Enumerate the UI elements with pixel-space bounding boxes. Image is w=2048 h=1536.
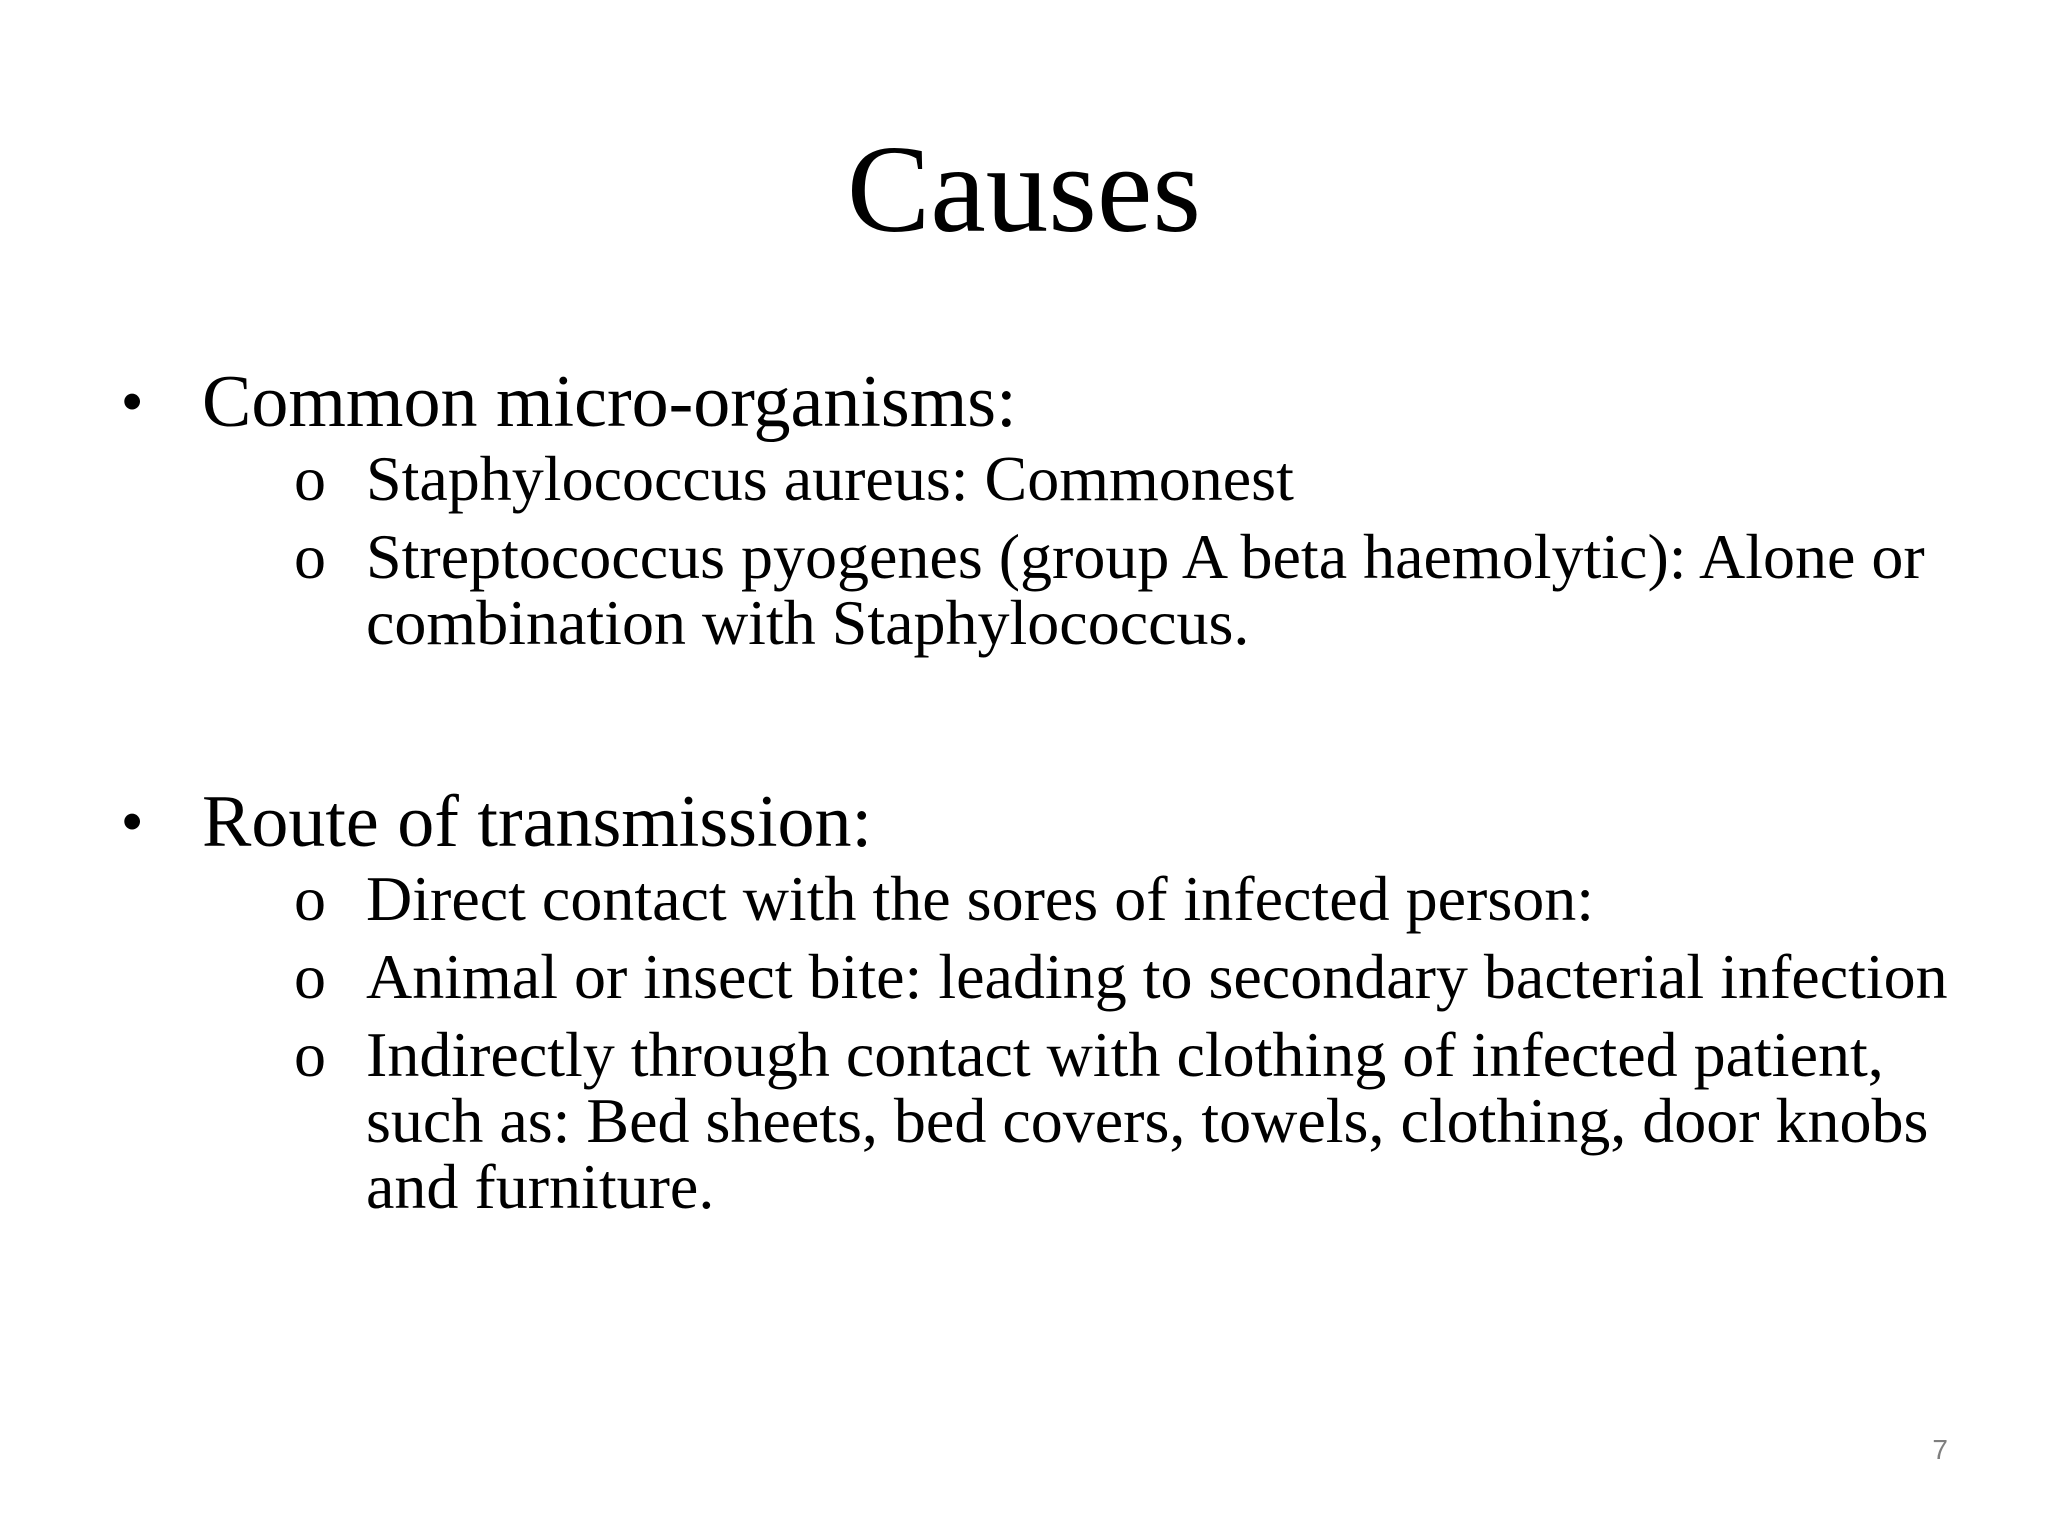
sub-item-text: Animal or insect bite: leading to secondary bacterial infection [366, 941, 1948, 1012]
section-micro-organisms [122, 360, 1972, 656]
sub-item-text: Indirectly through contact with clothing of infected patient, such as: Bed sheets, bed covers, towels, clothing, door knobs and furniture. [366, 1019, 1929, 1222]
bullet-heading: Route of transmission: [202, 781, 873, 863]
section-route-of-transmission [122, 780, 1972, 1220]
bullet-item [122, 780, 1972, 864]
sub-bullet-icon: o [294, 863, 326, 934]
sub-bullet-icon: o [294, 443, 326, 514]
sub-list [122, 443, 1972, 658]
sub-list-item [294, 941, 1972, 1012]
sub-list-item [294, 521, 1972, 658]
slide-title: Causes [846, 121, 1202, 259]
sub-item-text: Staphylococcus aureus: Commonest [366, 443, 1294, 514]
bullet-dot-icon: • [122, 789, 143, 854]
sub-item-text: Streptococcus pyogenes (group A beta haemolytic): Alone or combination with Staphylococcus. [366, 521, 1925, 658]
bullet-item [122, 360, 1972, 444]
page-number: 7 [1932, 1434, 1948, 1465]
sub-list-item [294, 443, 1972, 514]
bullet-heading: Common micro-organisms: [202, 361, 1017, 443]
sub-list-item [294, 1019, 1972, 1222]
sub-bullet-icon: o [294, 1019, 326, 1090]
sub-list [122, 863, 1972, 1222]
sub-list-item [294, 863, 1972, 934]
sub-bullet-icon: o [294, 941, 326, 1012]
bullet-dot-icon: • [122, 369, 143, 434]
sub-bullet-icon: o [294, 521, 326, 592]
sub-item-text: Direct contact with the sores of infected person: [366, 863, 1594, 934]
